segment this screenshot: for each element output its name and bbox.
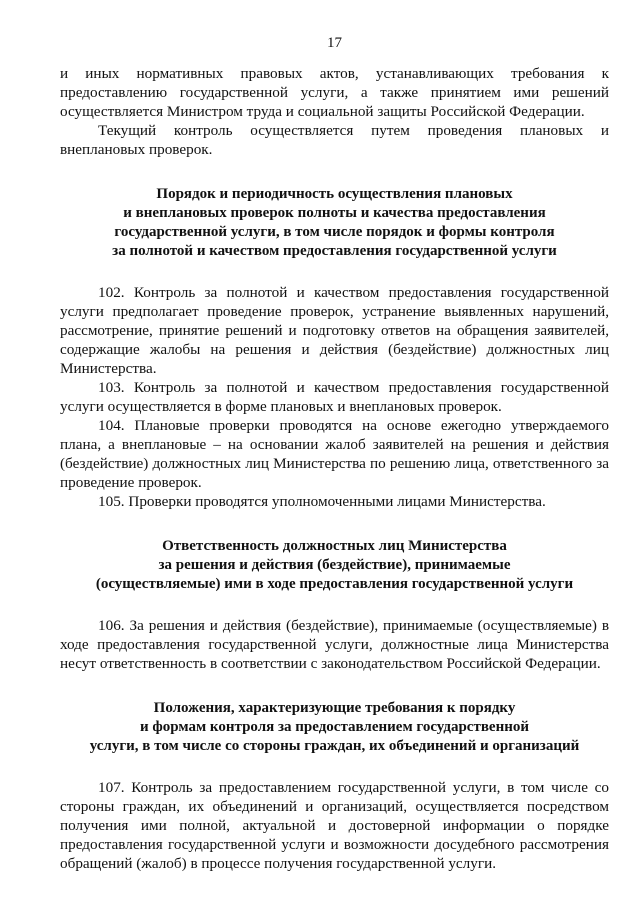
- paragraph-104: 104. Плановые проверки проводятся на основе ежегодно утверждаемого плана, а внеплановые – на основании жалоб заявителей на решения и действия (бездействие) должностных лиц Министерства по решению лица, ответственного за проведение проверок.: [60, 417, 609, 491]
- paragraph-102: 102. Контроль за полнотой и качеством предоставления государственной услуги предполагает проведение проверок, устранение выявленных нарушений, рассмотрение, принятие решений и подготовку ответов на обращения заявителей, содержащие жалобы на решения и действия (бездействие) должностных лиц Министерства.: [60, 284, 609, 377]
- paragraph-106: 106. За решения и действия (бездействие), принимаемые (осуществляемые) в ходе предоставления государственной услуги, должностные лица Министерства несут ответственность в соответствии с законодательством Российской Федерации.: [60, 617, 609, 672]
- heading-line: государственной услуги, в том числе порядок и формы контроля: [114, 224, 555, 240]
- heading-line: и внеплановых проверок полноты и качества предоставления: [123, 205, 546, 221]
- heading-line: Положения, характеризующие требования к порядку: [153, 700, 516, 716]
- section-heading-responsibility: [60, 537, 609, 594]
- heading-line: за решения и действия (бездействие), принимаемые: [158, 557, 511, 573]
- heading-line: Порядок и периодичность осуществления плановых: [156, 186, 513, 202]
- paragraph-current-control: Текущий контроль осуществляется путем проведения плановых и внеплановых проверок.: [60, 122, 609, 158]
- heading-line: услуги, в том числе со стороны граждан, их объединений и организаций: [89, 738, 580, 754]
- paragraph-107: 107. Контроль за предоставлением государственной услуги, в том числе со стороны граждан, их объединений и организаций, осуществляется посредством получения ими полной, актуальной и достоверной информации о порядке предоставления государственной услуги и возможности досудебного рассмотрения обращений (жалоб) в процессе получения государственной услуги.: [60, 779, 609, 872]
- heading-line: и формам контроля за предоставлением государственной: [139, 719, 530, 735]
- paragraph-105: 105. Проверки проводятся уполномоченными лицами Министерства.: [98, 493, 546, 510]
- paragraph-continuation: и иных нормативных правовых актов, устанавливающих требования к предоставлению государственной услуги, а также принятием ими решений осуществляется Министром труда и социальной защиты Российской Федерации.: [60, 65, 609, 120]
- section-heading-inspections: [60, 185, 609, 261]
- paragraph-103: 103. Контроль за полнотой и качеством предоставления государственной услуги осуществляется в форме плановых и внеплановых проверок.: [60, 379, 609, 415]
- heading-line: (осуществляемые) ими в ходе предоставления государственной услуги: [95, 576, 574, 592]
- section-heading-control-requirements: [60, 699, 609, 756]
- page-number: 17: [327, 35, 342, 51]
- heading-line: Ответственность должностных лиц Министерства: [162, 538, 507, 554]
- heading-line: за полнотой и качеством предоставления государственной услуги: [112, 243, 557, 259]
